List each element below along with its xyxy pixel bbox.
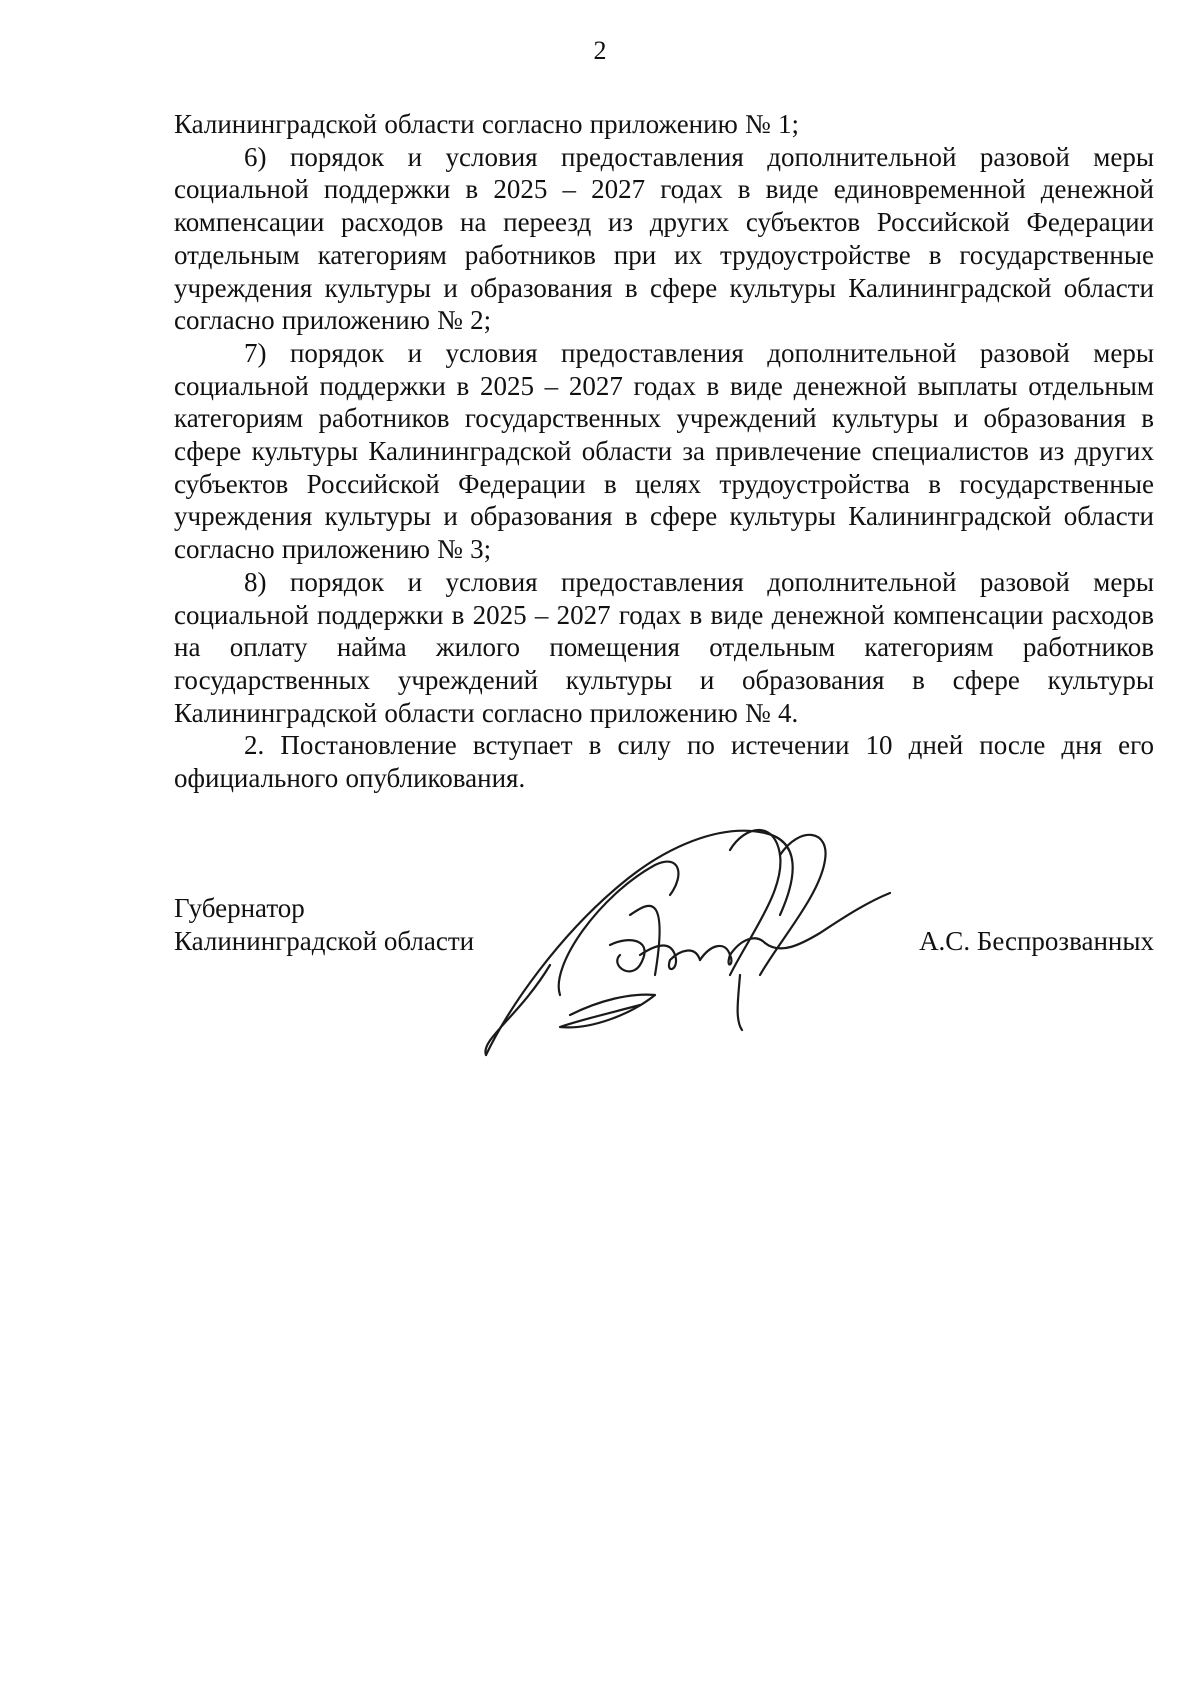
document-body: [174, 108, 1154, 795]
signatory-name: А.С. Беспрозванных: [919, 926, 1154, 956]
signatory-title-line1: Губернатор: [174, 893, 305, 923]
signatory-title: [174, 892, 474, 958]
paragraph-clause-2: 2. Постановление вступает в силу по истечении 10 дней после дня его официального опубликования.: [174, 730, 1154, 794]
paragraph-item-8: 8) порядок и условия предоставления дополнительной разовой меры социальной поддержки в 2025 – 2027 годах в виде денежной компенсации расходов на оплату найма жилого помещения отдельным категориям работников государственных учреждений культуры и образования в сфере культуры Калининградской области согласно приложению № 4.: [174, 566, 1154, 728]
paragraph-item-7: 7) порядок и условия предоставления дополнительной разовой меры социальной поддержки в 2025 – 2027 годах в виде денежной выплаты отдельным категориям работников государственных учреждений культуры и образования в сфере культуры Калининградской области за привлечение специалистов из других субъектов Российской Федерации в целях трудоустройства в государственные учреждения культуры и образования в сфере культуры Калининградской области согласно приложению № 3;: [174, 337, 1154, 565]
handwritten-signature: [480, 815, 940, 1075]
paragraph-continuation: Калининградской области согласно приложению № 1;: [174, 109, 800, 139]
signatory-title-line2: Калининградской области: [174, 926, 475, 956]
paragraph-item-6: 6) порядок и условия предоставления дополнительной разовой меры социальной поддержки в 2025 – 2027 годах в виде единовременной денежной компенсации расходов на переезд из других субъектов Российской Федерации отдельным категориям работников при их трудоустройстве в государственные учреждения культуры и образования в сфере культуры Калининградской области согласно приложению № 2;: [174, 141, 1154, 336]
page-number: 2: [593, 36, 607, 65]
